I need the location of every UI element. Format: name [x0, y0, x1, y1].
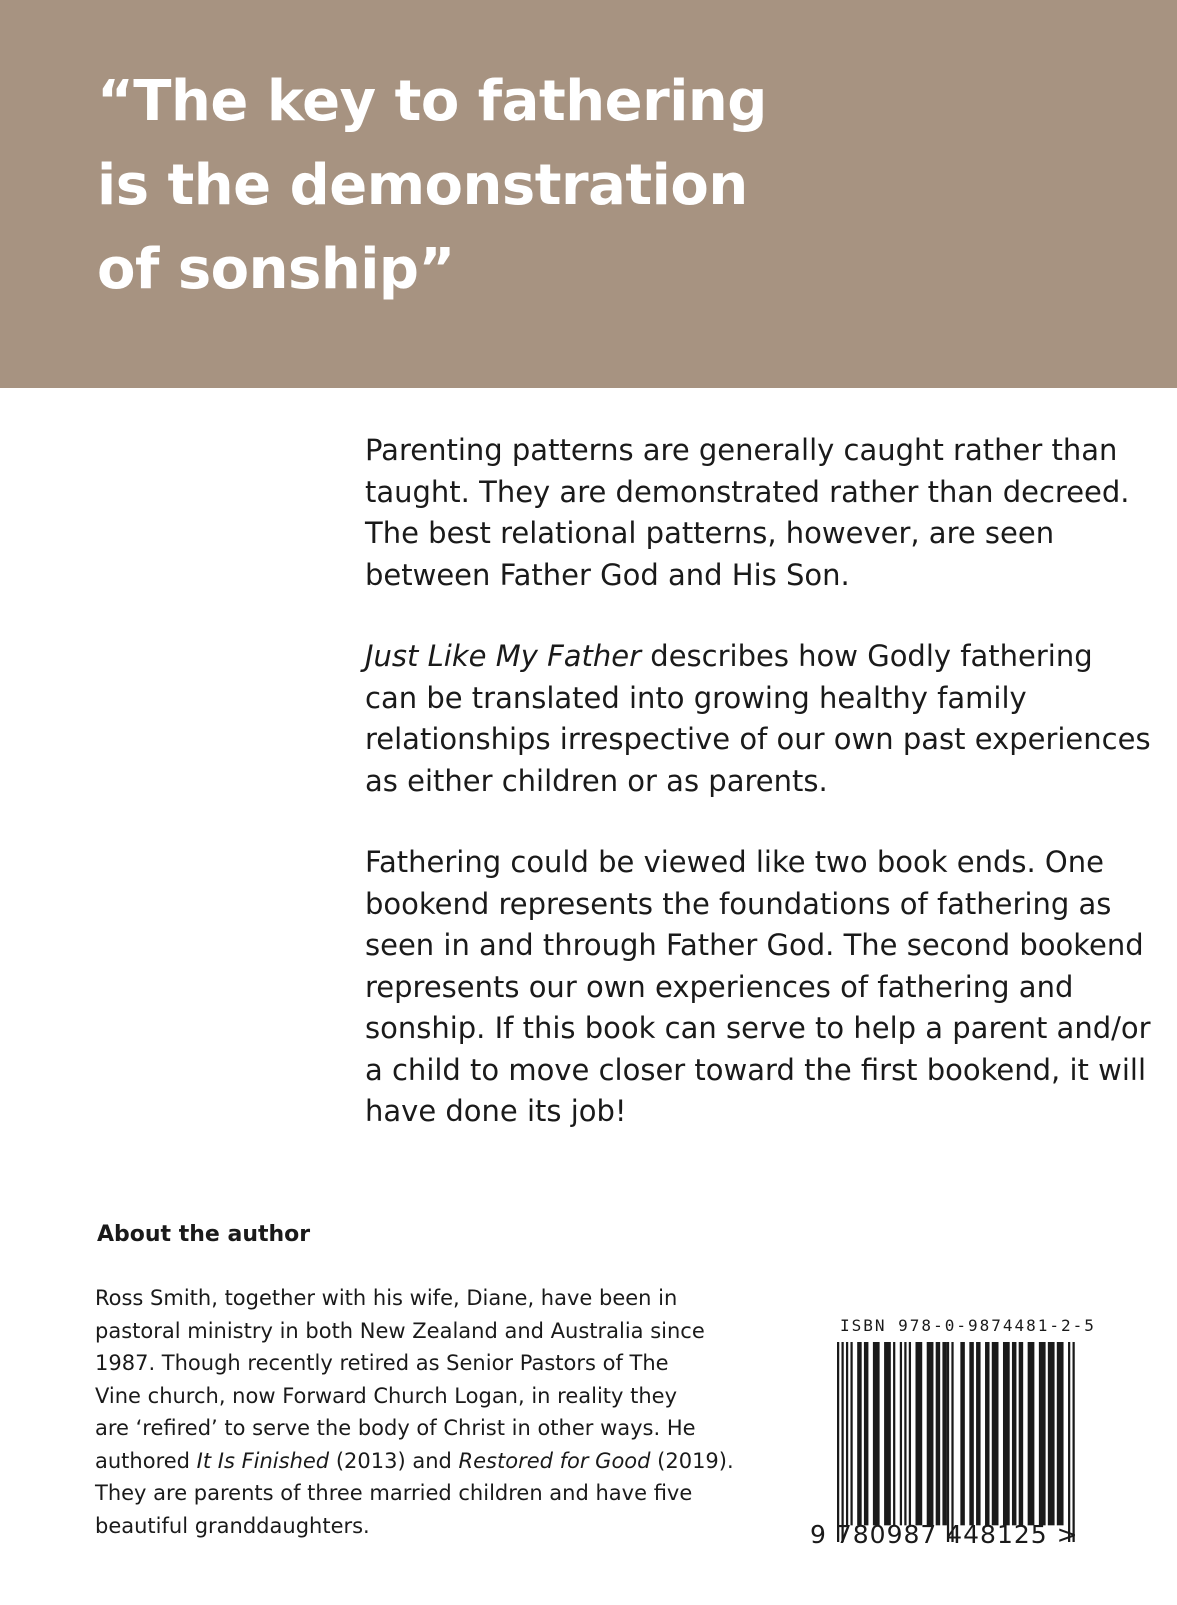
blurb-p2-line: can be translated into growing healthy family	[365, 680, 1027, 715]
blurb-p1-line: between Father God and His Son.	[365, 557, 850, 592]
about-line6-c: (2019).	[650, 1448, 734, 1473]
barcode-bar	[1012, 1342, 1016, 1525]
barcode-bar	[960, 1342, 964, 1525]
blurb-p3-line: bookend represents the foundations of fathering as	[365, 886, 1112, 921]
isbn-label: ISBN 978-0-9874481-2-5	[840, 1316, 1096, 1335]
cover-quote	[97, 60, 797, 312]
book-title-it-is-finished: It Is Finished	[196, 1448, 330, 1473]
about-line: Vine church, now Forward Church Logan, in reality they	[95, 1383, 678, 1408]
blurb-p2-line: as either children or as parents.	[365, 763, 828, 798]
book-title-restored-for-good: Restored for Good	[458, 1448, 651, 1473]
barcode-bar	[909, 1342, 911, 1525]
isbn-barcode-block	[800, 1310, 1096, 1560]
barcode-bar	[904, 1342, 906, 1525]
blurb-paragraph-1	[365, 430, 1155, 596]
barcode-bar	[927, 1342, 934, 1525]
barcode-bar	[1039, 1342, 1046, 1525]
about-line: Ross Smith, together with his wife, Diane, have been in	[95, 1286, 678, 1310]
blurb-paragraph-3	[365, 842, 1155, 1133]
barcode-bar	[873, 1342, 880, 1525]
blurb-p1-line: The best relational patterns, however, are seen	[365, 516, 1055, 550]
barcode-bar	[976, 1342, 980, 1525]
quote-line-3: of sonship”	[97, 237, 455, 302]
blurb-p1-line: taught. They are demonstrated rather than decreed.	[365, 474, 1130, 509]
about-author-heading: About the author	[97, 1222, 311, 1247]
blurb-p2-line: relationships irrespective of our own past experiences	[365, 722, 1151, 756]
barcode-bar	[1057, 1342, 1064, 1525]
barcode-bar	[850, 1342, 852, 1525]
header-band	[0, 0, 1177, 388]
quote-line-2: is the demonstration	[97, 153, 748, 218]
barcode-bar	[947, 1342, 949, 1542]
barcode-bar	[893, 1342, 895, 1525]
barcode-bar	[1003, 1342, 1010, 1525]
barcode-bar	[1068, 1342, 1070, 1542]
about-line6-a: authored	[95, 1448, 197, 1473]
barcode-bar	[846, 1342, 848, 1525]
book-blurb	[365, 430, 1155, 1173]
blurb-p3-line: seen in and through Father God. The second bookend	[365, 928, 1144, 962]
about-line: pastoral ministry in both New Zealand and Australia since	[95, 1318, 705, 1343]
blurb-p2-first-rest: describes how Godly fathering	[641, 639, 1093, 673]
barcode-bar	[837, 1342, 839, 1542]
about-line: beautiful granddaughters.	[95, 1513, 370, 1538]
about-author-text	[95, 1282, 755, 1542]
barcode-bar	[864, 1342, 868, 1525]
blurb-p3-line: Fathering could be viewed like two book ends. One	[365, 845, 1104, 879]
barcode-bar	[1028, 1342, 1035, 1525]
barcode-bar	[942, 1342, 946, 1525]
barcode-bar	[936, 1342, 940, 1525]
barcode-bar	[1019, 1342, 1023, 1525]
about-line6-b: (2013) and	[329, 1448, 459, 1473]
blurb-paragraph-2	[365, 636, 1155, 802]
book-title: Just Like My Father	[365, 639, 642, 673]
barcode-bar	[884, 1342, 891, 1525]
blurb-p3-line: have done its job!	[365, 1094, 627, 1128]
about-line: 1987. Though recently retired as Senior Pastors of The	[95, 1351, 669, 1375]
barcode-bar	[841, 1342, 843, 1542]
barcode-bar	[992, 1342, 999, 1525]
about-line: They are parents of three married children and have five	[95, 1481, 693, 1505]
barcode-image	[837, 1342, 1077, 1542]
blurb-p2-line	[365, 636, 1155, 678]
quote-line-1: “The key to fathering	[97, 69, 767, 134]
blurb-p1-line: Parenting patterns are generally caught rather than	[365, 433, 1118, 467]
about-line	[95, 1445, 755, 1478]
about-line: are ‘refired’ to serve the body of Christ in other ways. He	[95, 1416, 696, 1440]
barcode-bar	[951, 1342, 953, 1542]
blurb-p3-line: a child to move closer toward the first bookend, it will	[365, 1052, 1147, 1087]
blurb-p3-line: sonship. If this book can serve to help a parent and/or	[365, 1011, 1151, 1045]
barcode-bar	[916, 1342, 923, 1525]
blurb-p3-line: represents our own experiences of fathering and	[365, 969, 1074, 1004]
barcode-bar	[969, 1342, 973, 1525]
barcode-bar	[857, 1342, 861, 1525]
barcode-bar	[1048, 1342, 1055, 1525]
barcode-bar	[1073, 1342, 1075, 1542]
barcode-bar	[985, 1342, 989, 1525]
barcode-digits: 9 780987 448125 >	[810, 1520, 1079, 1549]
barcode-bar	[900, 1342, 902, 1525]
